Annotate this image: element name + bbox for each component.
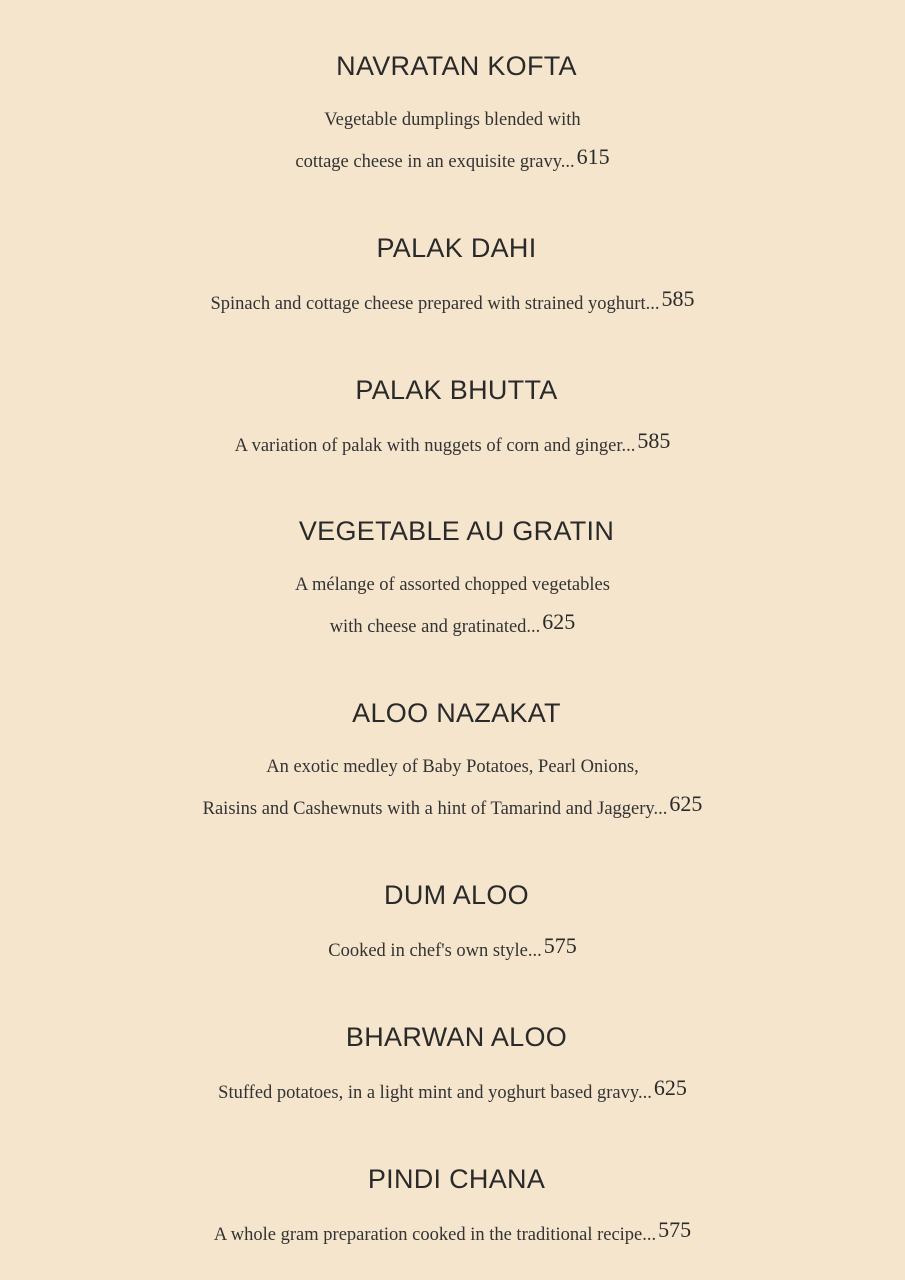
description-line: Spinach and cottage cheese prepared with strained yoghurt...: [210, 294, 660, 314]
description-line: A mélange of assorted chopped vegetables: [295, 575, 610, 595]
dish-price: 625: [669, 791, 703, 816]
dish-description: [0, 100, 905, 182]
dish-description: [0, 282, 905, 324]
menu-item-palak-bhutta: [0, 374, 905, 466]
description-line-with-price: [0, 787, 905, 829]
menu-item-vegetable-au-gratin: [0, 515, 905, 647]
dish-name: BHARWAN ALOO: [345, 1022, 568, 1052]
description-line: A variation of palak with nuggets of corn and ginger...: [234, 436, 636, 456]
dish-description: [0, 565, 905, 647]
dish-price: 585: [661, 286, 695, 311]
dish-price: 585: [637, 428, 671, 453]
menu-item-aloo-nazakat: [0, 697, 905, 829]
dish-description: [0, 1213, 905, 1255]
description-line-with-price: [0, 424, 905, 466]
dish-description: [0, 1071, 905, 1113]
description-line: An exotic medley of Baby Potatoes, Pearl Onions,: [266, 757, 639, 777]
description-line: Stuffed potatoes, in a light mint and yoghurt based gravy...: [218, 1083, 652, 1103]
dish-name: NAVRATAN KOFTA: [336, 51, 577, 81]
description-line: cottage cheese in an exquisite gravy...: [295, 152, 575, 172]
dish-price: 615: [576, 144, 610, 169]
dish-name: PALAK DAHI: [376, 233, 537, 263]
description-line-with-price: [0, 929, 905, 971]
dish-price: 575: [543, 933, 577, 958]
description-line: A whole gram preparation cooked in the traditional recipe...: [213, 1225, 657, 1245]
description-line-with-price: [0, 605, 905, 647]
menu-item-bharwan-aloo: [0, 1021, 905, 1113]
dish-price: 625: [542, 609, 576, 634]
dish-name: ALOO NAZAKAT: [352, 698, 561, 728]
description-line-with-price: [0, 1213, 905, 1255]
menu-item-navratan-kofta: [0, 50, 905, 182]
dish-description: [0, 424, 905, 466]
dish-name: PALAK BHUTTA: [355, 375, 558, 405]
menu-item-palak-dahi: [0, 232, 905, 324]
dish-name: VEGETABLE AU GRATIN: [298, 516, 615, 546]
description-line: with cheese and gratinated...: [329, 617, 541, 637]
dish-description: [0, 747, 905, 829]
dish-price: 575: [658, 1217, 692, 1242]
description-line: Raisins and Cashewnuts with a hint of Tamarind and Jaggery...: [202, 799, 668, 819]
description-line: Cooked in chef's own style...: [328, 941, 542, 961]
description-line-with-price: [0, 282, 905, 324]
description-line-with-price: [0, 140, 905, 182]
menu-item-dum-aloo: [0, 879, 905, 971]
dish-name: DUM ALOO: [384, 880, 529, 910]
dish-price: 625: [653, 1075, 687, 1100]
description-line-with-price: [0, 1071, 905, 1113]
dish-description: [0, 929, 905, 971]
description-line: Vegetable dumplings blended with: [324, 110, 581, 130]
menu-item-pindi-chana: [0, 1163, 905, 1255]
dish-name: PINDI CHANA: [367, 1164, 546, 1194]
